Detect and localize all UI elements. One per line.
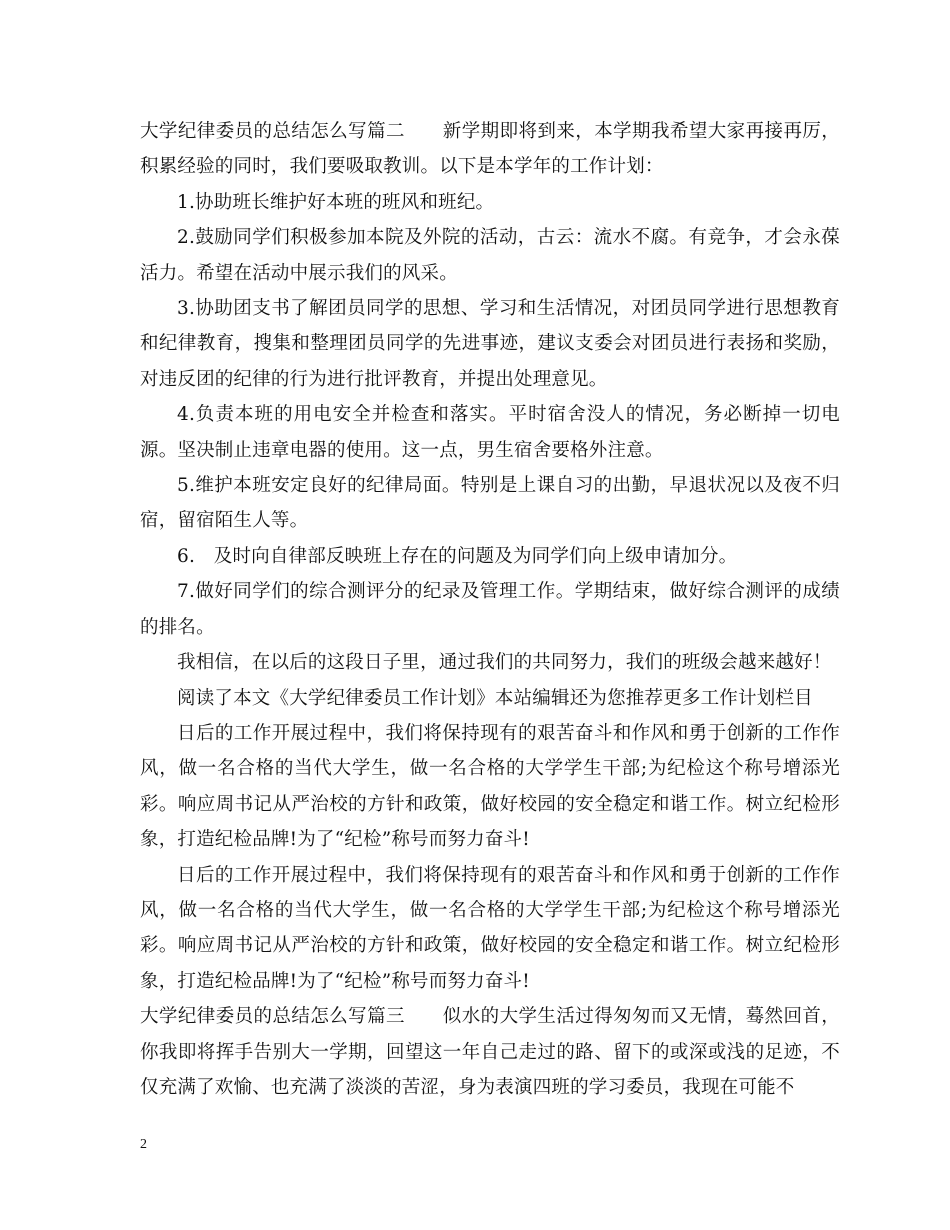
paragraph-recommendation: 阅读了本文《大学纪律委员工作计划》本站编辑还为您推荐更多工作计划栏目 <box>177 687 813 709</box>
paragraph-item-3: 3.协助团支书了解团员同学的思想、学习和生活情况，对团员同学进行思想教育和纪律教育，搜集和整理团员同学的先进事迹，建议支委会对团员进行表扬和奖励，对违反团的纪律的行为进行批评教育，并提出处理意见。 <box>140 298 840 390</box>
paragraph-item-7: 7.做好同学们的综合测评分的纪录及管理工作。学期结束，做好综合测评的成绩的排名。 <box>140 581 840 638</box>
paragraph-belief: 我相信，在以后的这段日子里，通过我们的共同努力，我们的班级会越来越好！ <box>177 652 832 674</box>
paragraph-item-6: 6. 及时向自律部反映班上存在的问题及为同学们向上级申请加分。 <box>177 545 738 567</box>
paragraph-item-1: 1.协助班长维护好本班的班风和班纪。 <box>177 191 495 213</box>
paragraph-item-5: 5.维护本班安定良好的纪律局面。特别是上课自习的出勤，早退状况以及夜不归宿，留宿陌生人等。 <box>140 475 840 532</box>
paragraph-future-work-1: 日后的工作开展过程中，我们将保持现有的艰苦奋斗和作风和勇于创新的工作作风，做一名合格的当代大学生，做一名合格的大学学生干部;为纪检这个称号增添光彩。响应周书记从严治校的方针和政策，做好校园的安全稳定和谐工作。树立纪检形象，打造纪检品牌!为了“纪检”称号而努力奋斗! <box>140 722 840 851</box>
paragraph-intro-part-two: 大学纪律委员的总结怎么写篇二 新学期即将到来，本学期我希望大家再接再厉，积累经验的同时，我们要吸取教训。以下是本学年的工作计划： <box>140 121 840 178</box>
document-body <box>140 114 840 1105</box>
paragraph-intro-part-three: 大学纪律委员的总结怎么写篇三 似水的大学生活过得匆匆而又无情，蓦然回首，你我即将挥手告别大一学期，回望这一年自己走过的路、留下的或深或浅的足迹，不仅充满了欢愉、也充满了淡淡的苦涩，身为表演四班的学习委员，我现在可能不 <box>140 1006 840 1098</box>
paragraph-item-2: 2.鼓励同学们积极参加本院及外院的活动，古云：流水不腐。有竞争，才会永葆活力。希望在活动中展示我们的风采。 <box>140 227 840 284</box>
paragraph-future-work-2: 日后的工作开展过程中，我们将保持现有的艰苦奋斗和作风和勇于创新的工作作风，做一名合格的当代大学生，做一名合格的大学学生干部;为纪检这个称号增添光彩。响应周书记从严治校的方针和政策，做好校园的安全稳定和谐工作。树立纪检形象，打造纪检品牌!为了“纪检”称号而努力奋斗! <box>140 864 840 992</box>
page-number: 2 <box>140 1137 147 1152</box>
paragraph-item-4: 4.负责本班的用电安全并检查和落实。平时宿舍没人的情况，务必断掉一切电源。坚决制止违章电器的使用。这一点，男生宿舍要格外注意。 <box>140 404 840 461</box>
